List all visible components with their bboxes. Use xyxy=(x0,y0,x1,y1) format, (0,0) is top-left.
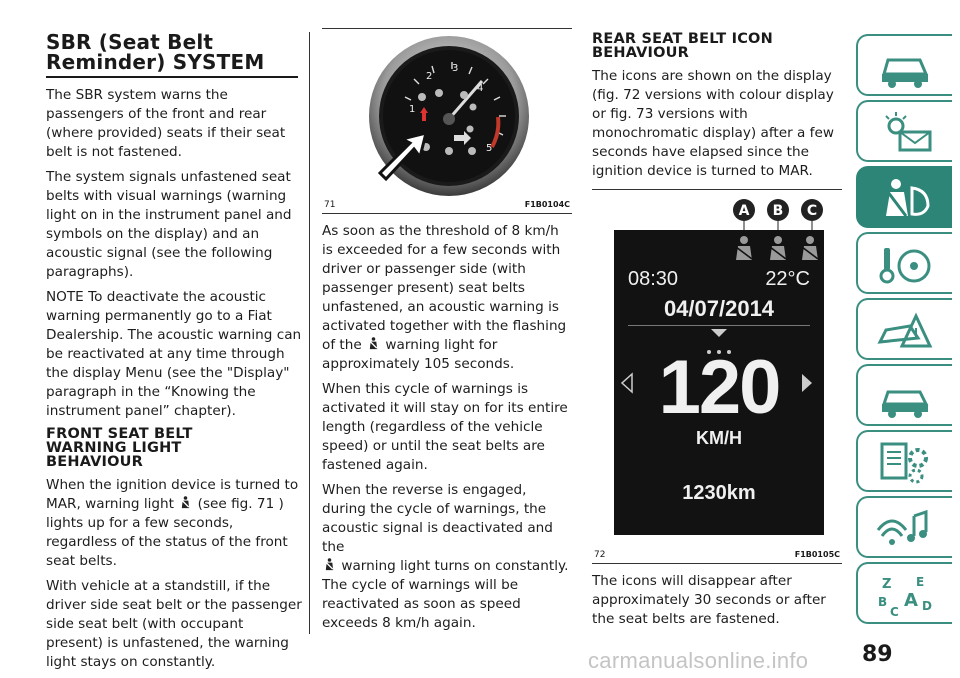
paragraph-note: NOTE To deactivate the acoustic warning permanently go to a Fiat Dealership. The acoustic warning can be reactivated at any time through the display Menu (see the "Display" paragraph in the “Knowing the instrument panel” chapter). xyxy=(46,289,302,419)
tab-starting-driving[interactable] xyxy=(856,232,952,294)
display-temperature: 22°C xyxy=(765,268,810,290)
heading-rear-line1: REAR SEAT BELT ICON xyxy=(592,31,773,47)
triangle-down-icon xyxy=(711,329,727,337)
figure-72-caption xyxy=(592,548,842,564)
badge-b: B xyxy=(772,203,784,219)
heading-front-line3: BEHAVIOUR xyxy=(46,454,144,470)
figure-71-caption xyxy=(322,198,572,214)
tab-warning-lights[interactable] xyxy=(856,100,952,162)
svg-text:E: E xyxy=(916,575,925,589)
svg-text:D: D xyxy=(922,599,932,613)
signal-music-icon xyxy=(876,506,936,552)
tab-multimedia[interactable] xyxy=(856,496,952,558)
tab-knowing-car[interactable] xyxy=(856,34,952,96)
indicator-light-icon xyxy=(435,89,443,97)
heading-front-line1: FRONT SEAT BELT xyxy=(46,426,193,442)
column-middle xyxy=(322,28,572,639)
seat-belt-airbag-icon xyxy=(876,176,936,222)
chapter-tabs xyxy=(856,34,952,628)
tick-label-4: 4 xyxy=(477,83,484,94)
paragraph-ignition xyxy=(46,476,304,571)
title-underline xyxy=(46,76,298,78)
seat-belt-warning-icon xyxy=(367,337,380,350)
figure-code: F1B0104C xyxy=(524,200,570,209)
tab-maintenance[interactable] xyxy=(856,364,952,426)
heading-front-seat-belt xyxy=(46,427,304,469)
paragraph-standstill: With vehicle at a standstill, if the driver side seat belt or the passenger side seat belt (with occupant present) is unfastened, the warning light stays on constantly. xyxy=(46,578,302,670)
section-title xyxy=(46,32,304,72)
tab-technical-data[interactable] xyxy=(856,430,952,492)
tachometer-illustration xyxy=(322,29,572,199)
svg-text:C: C xyxy=(890,605,899,618)
section-title-line1: SBR (Seat Belt xyxy=(46,30,214,54)
indicator-light-icon xyxy=(460,91,468,99)
watermark: carmanualsonline.info xyxy=(588,648,809,673)
svg-text:A: A xyxy=(904,590,918,611)
svg-text:Z: Z xyxy=(882,577,892,592)
display-odometer: 1230km xyxy=(682,482,756,504)
car-service-icon xyxy=(876,374,936,420)
paragraph-reverse xyxy=(322,481,572,633)
car-icon xyxy=(876,44,936,90)
rear-belt-icons xyxy=(614,230,824,270)
indicator-light-icon xyxy=(468,147,476,155)
display-date: 04/07/2014 xyxy=(663,296,775,321)
page-number: 89 xyxy=(862,642,893,667)
paragraph-sbr-intro: The SBR system warns the passengers of the front and rear (where provided) seats if their seat belt is not fastened. xyxy=(46,87,286,160)
indicator-light-icon xyxy=(470,104,477,111)
paragraph-sbr-signals: The system signals unfastened seat belts with visual warnings (warning light on in the instrument panel and symbols on the display) and an acoustic signal (see the following paragraphs). xyxy=(46,169,292,280)
document-gears-icon xyxy=(876,440,936,486)
seat-belt-warning-icon xyxy=(323,558,336,571)
paragraph-threshold xyxy=(322,222,572,374)
heading-rear-seat-belt xyxy=(592,32,842,60)
display-divider xyxy=(628,325,810,326)
figure-code: F1B0105C xyxy=(794,550,840,559)
paragraph-threshold-a: As soon as the threshold of 8 km/h is exceeded for a few seconds with driver or passenger side (with passenger present) seat belts unfastened, an acoustic warning is activated together with the flashing of the xyxy=(322,223,567,353)
display-speed-unit: KM/H xyxy=(696,428,742,448)
tick-label-3: 3 xyxy=(452,63,459,74)
badge-c: C xyxy=(806,203,818,219)
alphabet-index-icon xyxy=(876,572,936,618)
instrument-display xyxy=(614,230,824,535)
breakdown-car-icon xyxy=(876,308,936,354)
tab-safety[interactable] xyxy=(856,166,952,228)
column-divider xyxy=(309,32,310,634)
paragraph-rear-icons: The icons are shown on the display (fig. 72 versions with colour display or fig. 73 versions with monochromatic display) after a few seconds have elapsed since the ignition device is turned to MAR. xyxy=(592,68,834,179)
tab-emergency[interactable] xyxy=(856,298,952,360)
column-right xyxy=(592,32,842,635)
seat-belt-warning-icon xyxy=(179,496,192,509)
tab-index[interactable] xyxy=(856,562,952,624)
paragraph-cycle: When this cycle of warnings is activated it will stay on for its entire length (regardless of the vehicle speed) or until the seat belts are fastened again. xyxy=(322,381,568,473)
indicator-light-icon xyxy=(467,126,474,133)
paragraph-ignition-a: When the ignition device is turned to MAR, warning light xyxy=(46,477,299,512)
svg-text:B: B xyxy=(878,595,888,609)
display-time: 08:30 xyxy=(628,268,679,290)
heading-front-line2: WARNING LIGHT xyxy=(46,440,182,456)
tick-label-1: 1 xyxy=(409,104,416,115)
paragraph-reverse-a: When the reverse is engaged, during the cycle of warnings, the acoustic signal is deactivated and the xyxy=(322,482,553,555)
paragraph-ignition-b: (see fig. 71 ) lights up for a few seconds, regardless of the status of the front seat belts. xyxy=(46,496,288,569)
column-left xyxy=(46,32,304,678)
figure-71-gauge xyxy=(322,28,572,198)
paragraph-reactivated: The cycle of warnings will be reactivated as soon as speed exceeds 8 km/h again. xyxy=(322,577,521,631)
indicator-light-icon xyxy=(445,147,453,155)
heading-rear-line2: BEHAVIOUR xyxy=(592,45,690,61)
section-title-line2: Reminder) SYSTEM xyxy=(46,50,265,74)
tick-label-5: 5 xyxy=(486,143,493,154)
figure-72-display xyxy=(592,190,842,548)
figure-number: 72 xyxy=(594,550,606,560)
display-speed: 120 xyxy=(658,345,780,430)
paragraph-icons-disappear: The icons will disappear after approximately 30 seconds or after the seat belts are fastened. xyxy=(592,573,826,627)
tick-label-2: 2 xyxy=(426,71,433,82)
warning-light-envelope-icon xyxy=(876,110,936,156)
badge-a: A xyxy=(738,203,750,219)
key-steering-wheel-icon xyxy=(876,242,936,288)
indicator-light-icon xyxy=(418,93,426,101)
label-badges xyxy=(592,190,842,230)
paragraph-threshold-b: warning light for approximately 105 seconds. xyxy=(322,337,515,372)
paragraph-reverse-b: warning light turns on constantly. xyxy=(341,558,569,574)
figure-number: 71 xyxy=(324,200,336,210)
